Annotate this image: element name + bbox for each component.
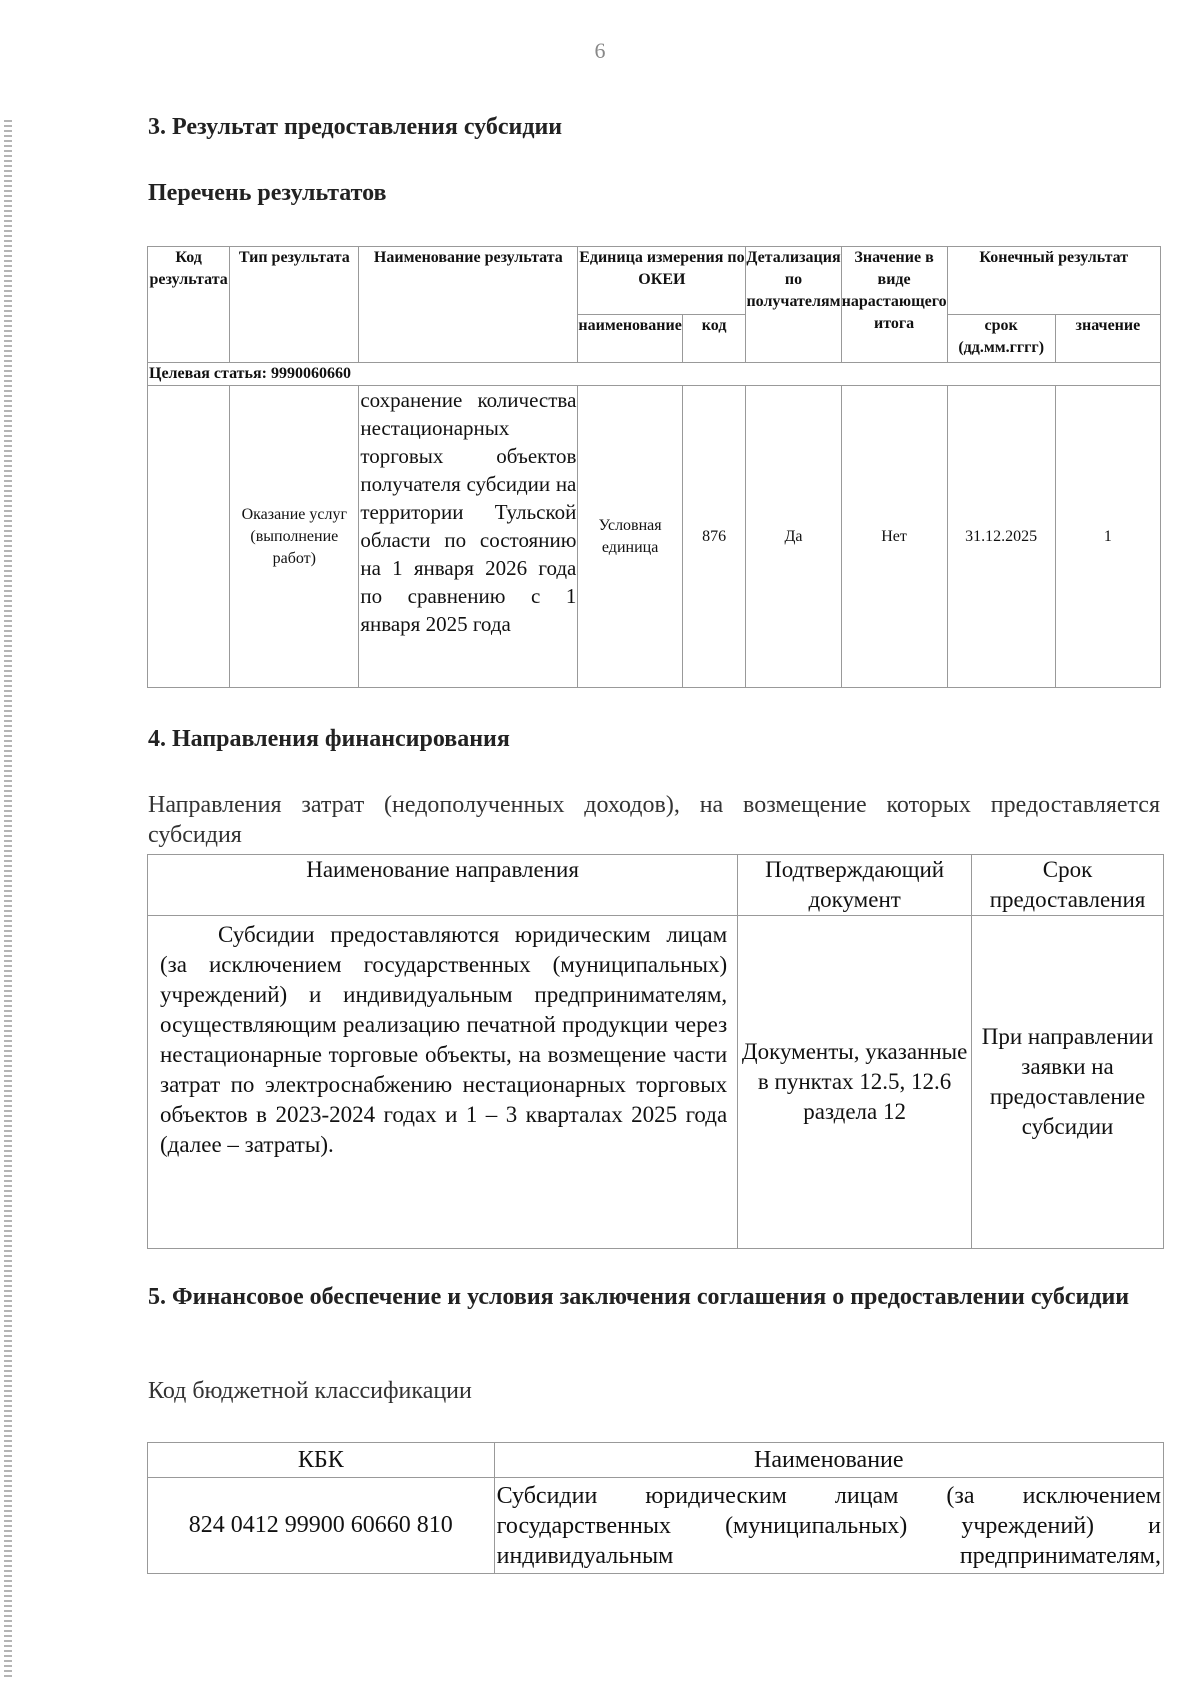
cell-result-name: сохранение количества нестационарных торговых объектов получателя субсидии на территории Тульской области по состоянию на 1 января 2026 года по сравнению с 1 января 2025 года xyxy=(359,386,578,688)
cell-cumulative: Нет xyxy=(841,386,947,688)
cell-direction-description: Субсидии предоставляются юридическим лицам (за исключением государственных (муниципальных) учреждений) и индивидуальным предпринимателям, осуществляющим реализацию печатной продукции через нестационарные торговые объекты, на возмещение части затрат по электроснабжению нестационарных торговых объектов в 2023-2024 годах и 1 – 3 кварталах 2025 года (далее – затраты). xyxy=(148,916,738,1249)
kbk-table xyxy=(147,1442,1164,1574)
cell-kbk-name: Субсидии юридическим лицам (за исключением государственных (муниципальных) учреждений) и индивидуальным предпринимателям, xyxy=(494,1478,1163,1574)
header-final-result: Конечный результат xyxy=(947,247,1160,315)
header-term: Срок предоставления xyxy=(972,855,1164,916)
cell-kbk-code: 824 0412 99900 60660 810 xyxy=(148,1478,495,1574)
cell-unit-name: Условная единица xyxy=(578,386,682,688)
results-list-subheading: Перечень результатов xyxy=(148,180,387,206)
cell-result-code xyxy=(148,386,230,688)
header-value: значение xyxy=(1055,315,1160,363)
header-detail: Детализация по получателям xyxy=(746,247,841,363)
cell-detail: Да xyxy=(746,386,841,688)
header-unit-code: код xyxy=(682,315,746,363)
section-4-intro: Направления затрат (недополученных доходов), на возмещение которых предоставляется субсидия xyxy=(148,792,1160,848)
cell-confirming-document: Документы, указанные в пунктах 12.5, 12.6 раздела 12 xyxy=(738,916,972,1249)
header-unit-name: наименование xyxy=(578,315,682,363)
budget-code-subheading: Код бюджетной классификации xyxy=(148,1378,472,1404)
target-article-row: Целевая статья: 9990060660 xyxy=(148,363,1161,386)
header-result-name: Наименование результата xyxy=(359,247,578,363)
cell-deadline: 31.12.2025 xyxy=(947,386,1055,688)
cell-unit-code: 876 xyxy=(682,386,746,688)
header-kbk-name: Наименование xyxy=(494,1443,1163,1478)
page-number: 6 xyxy=(594,38,606,63)
results-table xyxy=(147,246,1161,688)
section-3-heading: 3. Результат предоставления субсидии xyxy=(148,114,563,140)
header-cumulative: Значение в виде нарастающего итога xyxy=(841,247,947,363)
header-deadline: срок (дд.мм.гггг) xyxy=(947,315,1055,363)
section-5-heading: 5. Финансовое обеспечение и условия заключения соглашения о предоставлении субсидии xyxy=(148,1284,1130,1310)
header-unit: Единица измерения по ОКЕИ xyxy=(578,247,746,315)
header-confirming-document: Подтверждающий документ xyxy=(738,855,972,916)
header-direction-name: Наименование направления xyxy=(148,855,738,916)
scan-edge-artifact xyxy=(4,120,12,1680)
header-result-type: Тип результата xyxy=(230,247,359,363)
section-4-heading: 4. Направления финансирования xyxy=(148,726,510,752)
cell-result-type: Оказание услуг (выполнение работ) xyxy=(230,386,359,688)
header-kbk: КБК xyxy=(148,1443,495,1478)
header-result-code: Код результата xyxy=(148,247,230,363)
cell-value: 1 xyxy=(1055,386,1160,688)
cell-term: При направлении заявки на предоставление субсидии xyxy=(972,916,1164,1249)
financing-directions-table xyxy=(147,854,1164,1249)
